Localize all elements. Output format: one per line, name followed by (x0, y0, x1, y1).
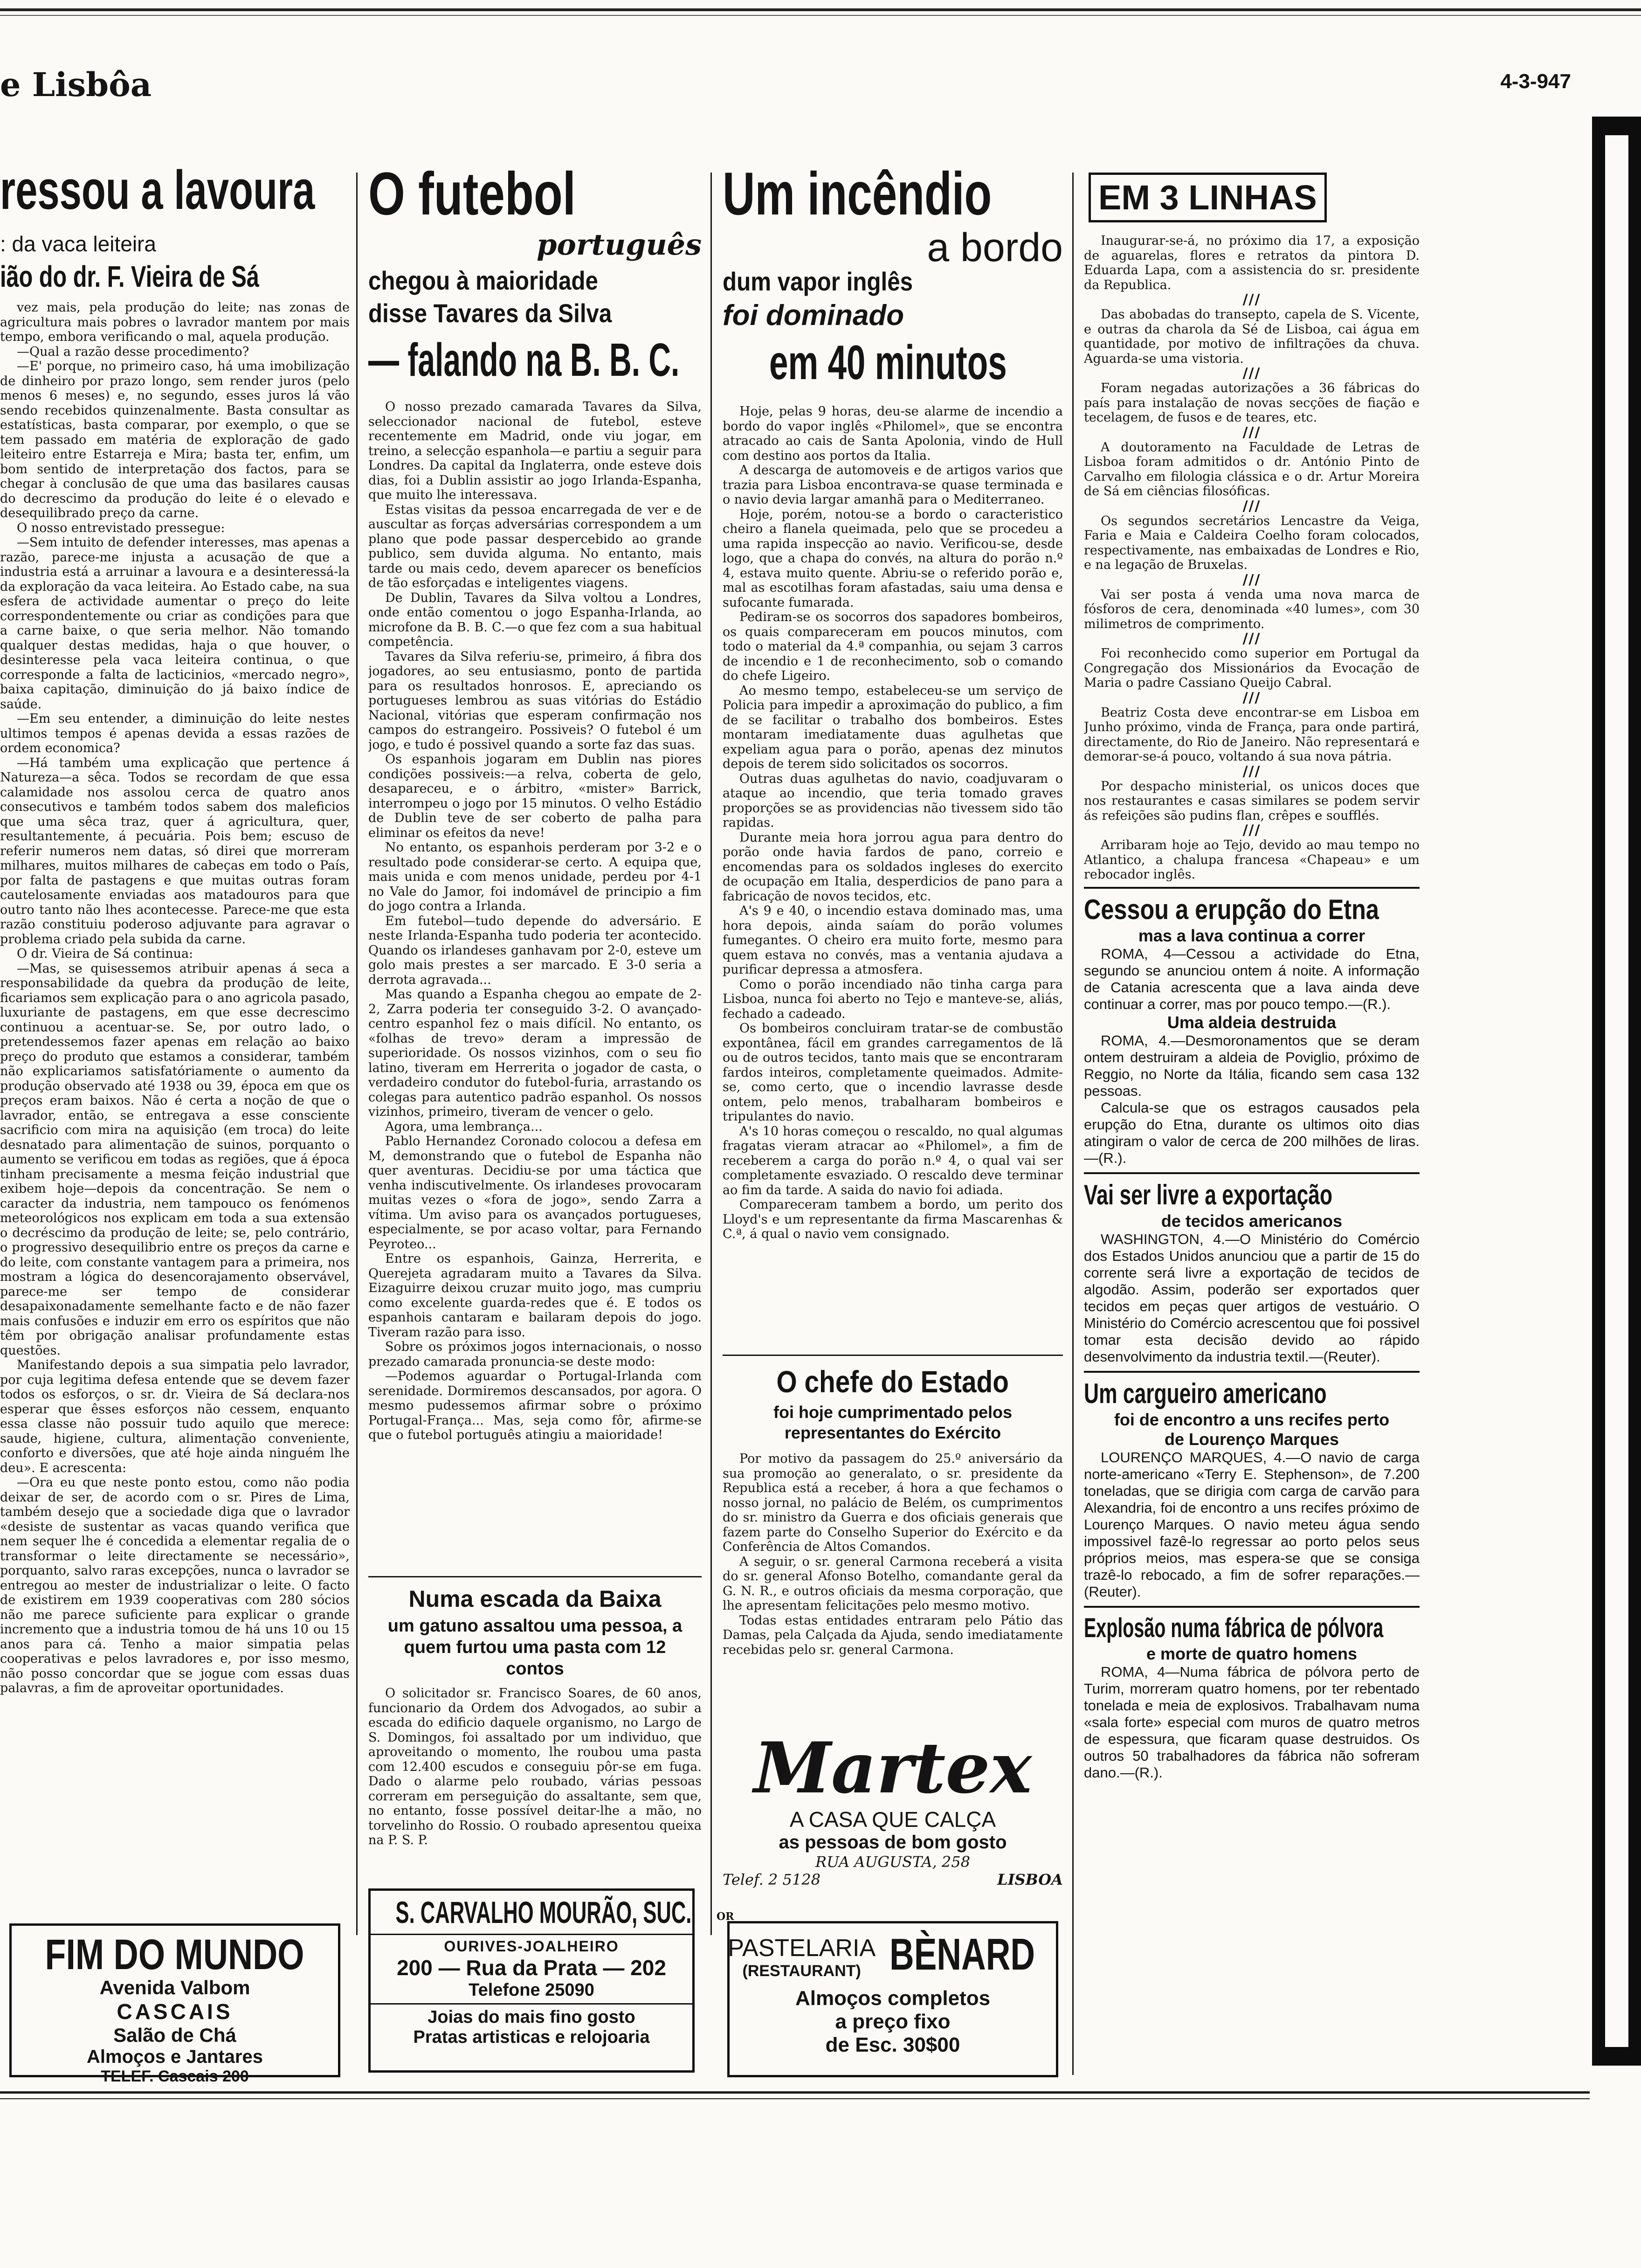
headline (723, 1364, 1063, 1399)
paragraph: Em futebol—tudo depende do adversário. E neste Irlanda-Espanha tudo poderia ter acontecido. Quando os irlandeses ganhavam por 2-0, esteve um golo mais prestes a ser marcado. E 3-0 seria a derrota agravada... (368, 913, 702, 987)
paragraph: Hoje, porém, notou-se a bordo o caracteristico cheiro a flanela queimada, pelo que se procedeu a uma rapida inspecção ao navio. Verificou-se, desde logo, que a chapa do convés, na altura do porão n.º 4, estava muito quente. Abriu-se o referido porão e, mal as escotilhas foram afastadas, saiu uma densa e sufocante fumarada. (723, 507, 1063, 610)
ad-line: CASCAIS (117, 1999, 233, 2024)
column-rule (356, 173, 358, 1935)
separator: /// (1242, 498, 1261, 514)
ad-line: TELEF. Cascais 200 (101, 2067, 249, 2085)
incendio-article (723, 159, 1063, 1348)
issue-date: 4-3-947 (1500, 70, 1571, 93)
top-rule-thin (0, 15, 1641, 16)
paragraph: Manifestando depois a sua simpatia pelo lavrador, por cuja legitima defesa entende que se devem fazer todos os esforços, o sr. dr. Vieira de Sá declara-nos esperar que êsses esforços não cessem, enquanto essa classe não possuir tudo aquilo que merece: saude, higiene, cultura, alimentação conveniente, conforto e diversões, que até hoje ainda ninguém lhe deu». E acrescenta: (0, 1358, 350, 1475)
paragraph: Sobre os próximos jogos internacionais, o nosso prezado camarada pronuncia-se deste modo: (368, 1340, 702, 1369)
ad-line: A CASA QUE CALÇA (789, 1807, 996, 1832)
article-body (723, 404, 1063, 1242)
ad-line: Almoços e Jantares (87, 2047, 263, 2067)
brief: Das abobadas do transepto, capela de S. Vicente, e outras da charola da Sé de Lisboa, cai água em quantidade, por motivo de infiltrações da chuva. Aguarda-se uma vistoria. (1084, 307, 1420, 366)
paragraph: A seguir, o sr. general Carmona receberá a visita do sr. general Afonso Botelho, comandante geral da G. N. R., e outros oficiais da mesma corporação, que lhe apresentam felicitações pelo mesmo motivo. (723, 1554, 1063, 1613)
paragraph: WASHINGTON, 4.—O Ministério do Comércio dos Estados Unidos anunciou que a partir de 15 do corrente será livre a exportação de tecidos de algodão. Assim, poderão ser exportados quer tecidos em peças quer artigos de vestuário. O Ministério do Comércio acrescentou que foi possivel tomar esta decisão devido ao rápido desenvolvimento da industria textil.—(Reuter). (1084, 1231, 1420, 1365)
paragraph: Mas quando a Espanha chegou ao empate de 2-2, Zarra poderia ter conseguido 3-2. O avançado-centro espanhol fez o mais difícil. No entanto, os «folhas de trevo» deram a impressão de superioridade. Os nossos vizinhos, com o seu fio latino, tiveram em Herrerita o jogador de casta, o verdadeiro condutor do futebol-furia, arrastando os colegas para autentico padrão espanhol. Os nossos vizinhos, primeiro, tiveram de vencer o gelo. (368, 987, 702, 1119)
paragraph: —E' porque, no primeiro caso, há uma imobilização de dinheiro por prazo longo, sem render juros (pelo menos 6 meses) e, no segundo, esses juros lá vão sendo recebidos quinzenalmente. Basta consultar as estatísticas, basta comparar, por exemplo, o que se tem passado em matéria de exploração de gado leiteiro entre Estarreja e Mira; basta ter, enfim, um bom sentido de interpretação dos factos, para se chegar à conclusão de que uma das basilares causas do decrescimo da produção do leite é o elevado e desequilibrado preço da carne. (0, 359, 350, 520)
deck: e morte de quatro homens (1146, 1644, 1358, 1663)
lavoura-article (0, 159, 350, 1912)
deck: em 40 minutos (769, 336, 1007, 390)
brief: Beatriz Costa deve encontrar-se em Lisboa em Junho próximo, vinda de França, para onde partirá, directamente, do Rio de Janeiro. Não representará e demorar-se-á pouco, voltando á sua nova pátria. (1084, 705, 1420, 764)
brief: Por despacho ministerial, os unicos doces que nos restaurantes e casas similares se podem servir ás refeições são pudins flan, crêpes e soufflés. (1084, 779, 1420, 823)
paragraph: Durante meia hora jorrou agua para dentro do porão onde havia fardos de pano, correio e encomendas para os soldados ingleses do exercito de ocupação em Italia, desperdicios de pano para a fabricação de novos tecidos, etc. (723, 830, 1063, 904)
ad-benard (727, 1921, 1058, 2077)
paragraph: A's 10 horas começou o rescaldo, no qual algumas fragatas vieram atracar ao «Philomel», a fim de receberem a carga do porão n.º 4, o qual vai ser completamente esvaziado. O rescaldo deve terminar ao fim da tarde. A saida do navio foi adiada. (723, 1124, 1063, 1197)
ad-line: de Esc. 30$00 (825, 2033, 960, 2056)
paragraph: —Sem intuito de defender interesses, mas apenas a razão, parece-me injusta a acusação de que a industria está a arruinar a lavoura e a desinteressá-la da exploração da vaca leiteira. Ao Estado cabe, na sua esfera de actividade aumentar o preço do leite correspondentemente ou criar as condições para que a carne baixe, o que seria melhor. Não tomando qualquer destas medidas, haja o que houver, o desinteresse pela vaca leiteira continua, o que corresponde a falta de lacticinios, «mercado negro», baixa capitação, diminuição do já baixo índice de saúde. (0, 535, 350, 712)
paragraph: Tavares da Silva referiu-se, primeiro, á fibra dos jogadores, ao seu entusiasmo, ponto de partida para os resultados honrosos. E, apreciando os portugueses lembrou as suas vitórias do Estádio Nacional, vitórias que esperam confirmação nos campos do estrangeiro. Possiveis? O futebol é um jogo, e tudo é possivel quando a sorte faz das suas. (368, 649, 702, 752)
ad-title-sup: OR (716, 1910, 734, 1923)
headline: Cessou a erupção do Etna (1084, 893, 1379, 925)
em-3-linhas (1084, 173, 1420, 2075)
bottom-rule-thin (0, 2098, 1590, 2099)
masthead-fragment: e Lisbôa (0, 65, 152, 104)
paragraph: O dr. Vieira de Sá continua: (17, 947, 193, 961)
ad-title-row (371, 1895, 734, 1930)
paragraph: Agora, uma lembrança... (385, 1119, 543, 1134)
briefs (1084, 234, 1420, 882)
headline: Um cargueiro americano (1084, 1377, 1327, 1409)
section-box-title: EM 3 LINHAS (1089, 173, 1327, 222)
headline-text: O chefe do Estado (776, 1364, 1009, 1399)
paragraph: —Qual a razão desse procedimento? (17, 344, 249, 359)
headline-cont: português (537, 228, 702, 262)
ad-carvalho-mourao (368, 1888, 734, 2073)
ad-line: as pessoas de bom gosto (779, 1832, 1007, 1853)
cargueiro-article (1084, 1371, 1420, 1600)
deck: de tecidos americanos (1161, 1211, 1343, 1231)
right-edge-bar (1592, 117, 1641, 2066)
paragraph: O nosso entrevistado pressegue: (17, 520, 225, 535)
deck: um gatuno assaltou uma pessoa, a quem furtou uma pasta com 12 contos (387, 1616, 683, 1679)
futebol-article (368, 159, 702, 1567)
brief: Foi reconhecido como superior em Portugal da Congregação dos Missionários da Evocação de Maria o padre Cassiano Queijo Cabral. (1084, 646, 1420, 690)
ad-phone: Telef. 2 5128 (723, 1871, 820, 1888)
separator: /// (1242, 424, 1261, 441)
paragraph: ROMA, 4.—Desmoronamentos que se deram ontem destruiram a aldeia de Poviglio, próximo de Reggio, no Norte da Itália, ficando sem casa 132 pessoas. (1084, 1032, 1420, 1099)
ad-line: Joias do mais fino gosto (427, 2007, 635, 2027)
paragraph: —Há também uma explicação que pertence á Natureza—a sêca. Todos se recordam de que essa calamidade nos assolou cerca de quatro anos consecutivos e também todos sabem dos maleficios que uma sêca traz, quer á agricultura, quer, resultantemente, á pecuária. Pois bem; escuso de referir numeros nem datas, só direi que morreram milhares, muitos milhares de cabeças em todo o País, por falta de pastagens e que muitas outras foram cautelosamente enviadas aos matadouros para que outro tanto não lhes acontecesse. Parece-me que esta razão constituiu poderoso adjuvante para agravar o problema criado pela subida da carne. (0, 755, 350, 947)
paragraph: vez mais, pela produção do leite; nas zonas de agricultura mais pobres o lavrador mantem por mais tempo, embora verificando o mal, aquela produção. (0, 300, 350, 344)
paragraph: ROMA, 4—Numa fábrica de pólvora perto de Turim, morreram quatro homens, por ter rebentado tonelada e meia de explosivos. Trabalhavam numa «sala forte» especial com muros de quatro metros de espessura, que ficaram quase destruidos. Os outros 50 trabalhadores da fábrica não sofreram dano.—(R.). (1084, 1663, 1420, 1781)
headline: O futebol (368, 159, 576, 228)
paragraph: Os bombeiros concluiram tratar-se de combustão expontânea, fácil em grandes carregamentos de lã ou de outros tecidos, tanto mais que se encontraram fardos inteiros, completamente queimados. Admite-se, como certo, que o incendio lavrasse desde ontem, pelo menos, trabalharam bombeiros e tripulantes do navio. (723, 1021, 1063, 1124)
brief: Arribaram hoje ao Tejo, devido ao mau tempo no Atlantico, a chalupa francesa «Chapeau» e um rebocador inglês. (1084, 838, 1420, 882)
article-body (368, 400, 702, 1443)
deck: mas a lava continua a correr (1138, 926, 1365, 945)
paragraph: Por motivo da passagem do 25.º aniversário da sua promoção ao generalato, o sr. presidente da Republica está a receber, á hora a que fechamos o nosso jornal, no palácio de Belém, os cumprimentos do sr. ministro da Guerra e dos oficiais generais que fazem parte do Conselho Superior do Exército e da Conferência de Altos Comandos. (723, 1452, 1063, 1554)
paragraph: —Ora eu que neste ponto estou, como não podia deixar de ser, de acordo com o sr. Pires de Lima, também desejo que a sociedade diga que o lavrador «desiste de sustentar as vacas quando verifica que nem sequer lhe é concedida a elementar regalia de o transformar o leite directamente se necessário», porquanto, salvo raras excepções, nunca o lavrador se entregou ao mester de industrializar o leite. O facto de existirem em 1939 cooperativas com 280 sócios não me parece suficiente para explicar o grande incremento que a industria tomou de há uns 10 ou 15 anos para cá. Tenho a maior simpatia pelas cooperativas e pelos lavradores e, por isso mesmo, não posso concordar que se jogue com essas duas palavras, a fim de aproveitar oportunidades. (0, 1475, 350, 1695)
paragraph: Compareceram tambem a bordo, um perito dos Lloyd's e um representante da firma Mascarenhas & C.ª, á qual o navio vem consignado. (723, 1197, 1063, 1241)
headline: Explosão numa fábrica de pólvora (1084, 1612, 1384, 1643)
ad-line: a preço fixo (835, 2010, 951, 2033)
paragraph: ROMA, 4—Cessou a actividade do Etna, segundo se anunciou ontem á noite. A informação de Catania acrescenta que a lava ainda deve continuar a correr, mas por pouco tempo.—(R.). (1084, 945, 1420, 1012)
bottom-rule (0, 2091, 1590, 2094)
paragraph: Ao mesmo tempo, estabeleceu-se um serviço de Policia para impedir a aproximação do publico, a fim de se facilitar o trabalho dos bombeiros. Estes montaram imediatamente duas agulhetas que expeliam agua para o porão, apenas dez minutos depois de terem sido solicitados os socorros. (723, 683, 1063, 771)
paragraph: A's 9 e 40, o incendio estava dominado mas, uma hora depois, ainda saíam do porão volumes fumegantes. O cheiro era muito forte, mesmo para quem estava no convés, mas a ventania ajudava a purificar depressa a atmosfera. (723, 904, 1063, 977)
deck: — falando na B. B. C. (368, 334, 680, 386)
deck: foi hoje cumprimentado pelos representantes do Exército (773, 1403, 1013, 1442)
ad-name: BÈNARD (889, 1929, 1035, 1979)
ad-brand: Martex (753, 1730, 1032, 1809)
separator: /// (1242, 365, 1261, 381)
paragraph: Estas visitas da pessoa encarregada de ver e de auscultar as forças adversárias correspondem a um plano que pode passar despercebido ao grande publico, sem duvida alguma. No entanto, mais tarde ou mais cedo, devem aparecer os benefícios de tão esforçadas e inteligentes viagens. (368, 502, 702, 590)
section-rule (723, 1355, 1063, 1356)
headline: ressou a lavoura (0, 159, 315, 221)
ad-city: LISBOA (997, 1871, 1063, 1888)
separator: /// (1242, 291, 1261, 308)
separator: /// (1242, 630, 1261, 647)
brief: Os segundos secretários Lencastre da Veiga, Faria e Maia e Caldeira Coelho foram colocados, respectivamente, nas embaixadas de Londres e Rio, e na legação de Bruxelas. (1084, 513, 1420, 572)
headline: Numa escada da Baixa (408, 1586, 662, 1612)
top-rule (0, 8, 1641, 11)
chefe-estado-article (723, 1364, 1063, 1728)
ad-martex (723, 1730, 1063, 1902)
ad-title-row (730, 1929, 1056, 1980)
ad-line: OURIVES-JOALHEIRO (444, 1938, 619, 1955)
brief: Inaugurar-se-á, no próximo dia 17, a exposição de aguarelas, flores e retratos da pintora D. Eduarda Lapa, com a assistencia do sr. presidente da Republica. (1084, 234, 1420, 292)
paragraph: Outras duas agulhetas do navio, coadjuvaram o ataque ao incendio, que teria tomado graves proporções se as providencias não tivessem sido tão rapidas. (723, 771, 1063, 830)
paragraph: Todas estas entidades entraram pelo Pátio das Damas, pela Calçada da Ajuda, sendo imediatamente recebidas pelo sr. general Carmona. (723, 1613, 1063, 1657)
paragraph: Entre os espanhois, Gainza, Herrerita, e Querejeta agradaram muito a Tavares da Silva. Eizaguirre deixou cruzar muito jogo, mas cumpriu como excelente guarda-redes que é. E todos os espanhois cantaram e bailaram depois do jogo. Tiveram razão para isso. (368, 1252, 702, 1340)
ad-line: Salão de Chá (113, 2024, 236, 2046)
separator: /// (1242, 571, 1261, 588)
ad-line: PASTELARIA (728, 1935, 876, 1962)
ad-title: S. CARVALHO MOURÃO, SUC. (395, 1895, 692, 1929)
etna-article (1084, 887, 1420, 1167)
headline-cont: a bordo (927, 225, 1063, 270)
column-rule (1072, 173, 1074, 2075)
paragraph: O nosso prezado camarada Tavares da Silva, seleccionador nacional de futebol, esteve recentemente em Madrid, onde viu jogar, em treino, a selecção espanhola—e partiu a seguir para Londres. Da capital da Inglaterra, onde esteve dois dias, foi a Dublin assistir ao jogo Irlanda-Espanha, que muito lhe interessava. (368, 400, 702, 502)
subhead: Uma aldeia destruida (1167, 1012, 1337, 1032)
paragraph: Pablo Hernandez Coronado colocou a defesa em M, demonstrando que o futebol de Espanha não quer aventuras. Decidiu-se por uma táctica que venha indiscutivelmente. Os irlandeses provocaram muitas vezes o «fora de jogo», sendo Zarra a vítima. Um aviso para os avançados portugueses, especialmente, se por acaso voltar, para Fernando Peyroteo... (368, 1134, 702, 1252)
section-rule (368, 1576, 702, 1577)
ad-line: Avenida Valbom (99, 1977, 250, 1998)
paragraph: Como o porão incendiado não tinha carga para Lisboa, nunca foi aberto no Tejo e manteve-se, aliás, fechado a cadeado. (723, 977, 1063, 1021)
escada-article (368, 1585, 702, 1884)
ad-line: Pratas artisticas e relojoaria (413, 2027, 650, 2047)
paragraph: Os espanhois jogaram em Dublin nas piores condições possiveis:—a relva, coberta de gelo, desapareceu, e o árbitro, «mister» Barrick, interrompeu o jogo por 15 minutos. O velho Estádio de Dublin teve de ser coberto de palha para eliminar os efeitos da neve! (368, 752, 702, 840)
headline: Um incêndio (723, 159, 992, 228)
subheadline: : da vaca leiteira (0, 232, 156, 256)
kicker: foi dominado (723, 299, 904, 332)
paragraph: Pediram-se os socorros dos sapadores bombeiros, os quais compareceram em poucos minutos, com todo o material da 4.ª companhia, ou sejam 3 carros de incendio e 1 de reconhecimento, sob o comando do chefe Ligeiro. (723, 610, 1063, 683)
subheadline: ião do dr. F. Vieira de Sá (0, 260, 259, 293)
article-body (368, 1686, 702, 1848)
polvora-article (1084, 1606, 1420, 1781)
separator: /// (1242, 763, 1261, 780)
ad-line: Telefone 25090 (469, 1980, 594, 2000)
paragraph: A descarga de automoveis e de artigos varios que trazia para Lisboa encontrava-se quase terminada e o navio devia largar amanhã para o Mediterraneo. (723, 463, 1063, 507)
paragraph: —Mas, se quisessemos atribuir apenas á seca a responsabilidade da quebra da produção de leite, ficariamos sem explicação para o ano agricola pasado, luxuriante de pastagens, em que esse decrescimo continuou a acentuar-se. Se, por outro lado, o pretendessemos fazer apenas em relação ao baixo preço do produto que estamos a considerar, também não explicariamos satisfatóriamente o aumento da produção observado até 1938 ou 39, época em que os preços eram baixos. Não é certa a noção de que o lavrador, então, se entregava a esse consciente sacrificio com mira na aquisição (em troca) do leite desnatado para alimentação de suinos, porquanto o aumento se verificou em todas as regiões, que á época tinham precisamente a mesma feição industrial que exibem hoje—depois da concentração. Se nem o caracter da industria, nem tampouco os fenómenos meteorológicos nos explicam em toda a sua extensão o decréscimo da produção de leite; se, pelo contrário, o progressivo desequilibrio entre os preços da carne e do leite, com constante vantagem para a primeira, nos mostram a lógica do desencorajamento observável, parece-me ser tempo de considerar desapaixonadamente semelhante facto e de não fazer mais confusões e induzir em erro os espíritos que não têm por obrigação analisar profundamente estas questões. (0, 961, 350, 1358)
paragraph: De Dublin, Tavares da Silva voltou a Londres, onde então comentou o jogo Espanha-Irlanda, ao microfone da B. B. C.—o que fez com a sua habitual competência. (368, 590, 702, 649)
paragraph: —Podemos aguardar o Portugal-Irlanda com serenidade. Dormiremos descansados, por agora. O mesmo pudessemos afirmar sobre o próximo Portugal-França... Mas, seja como fôr, afirme-se que o futebol português atingiu a maioridade! (368, 1369, 702, 1442)
ad-title: FIM DO MUNDO (45, 1931, 305, 1978)
headline: Vai ser livre a exportação (1084, 1179, 1333, 1210)
brief: Foram negadas autorizações a 36 fábricas do país para instalação de novas secções de fiação e tecelagem, de fusos e de teares, etc. (1084, 381, 1420, 425)
separator: /// (1242, 822, 1261, 838)
brief: A doutoramento na Faculdade de Letras de Lisboa foram admitidos o dr. António Pinto de Carvalho em filologia clássica e o dr. Artur Moreira de Sá em ciências filosóficas. (1084, 440, 1420, 498)
article-body (0, 300, 350, 1696)
paragraph: No entanto, os espanhois perderam por 3-2 e o resultado pode considerar-se certo. A equipa que, mais unida e com menos unidade, perdeu por 4-1 no Vale do Jamor, foi indomável de principio a fim do jogo contra a Irlanda. (368, 840, 702, 913)
export-article (1084, 1172, 1420, 1365)
paragraph: —Em seu entender, a diminuição do leite nestes ultimos tempos é apenas devida a essas razões de ordem economica? (0, 712, 350, 755)
deck: foi de encontro a uns recifes perto de Lourenço Marques (1114, 1410, 1390, 1449)
paragraph: Calcula-se que os estragos causados pela erupção do Etna, durante os ultimos oito dias atingiram o valor de cerca de 200 milhões de liras.—(R.). (1084, 1099, 1420, 1166)
ad-line: 200 — Rua da Prata — 202 (397, 1956, 666, 1980)
ad-line: Almoços completos (795, 1987, 991, 2010)
column-rule (710, 173, 712, 1935)
ad-fim-do-mundo (9, 1923, 340, 2085)
brief: Vai ser posta á venda uma nova marca de fósforos de cera, denominada «40 lumes», com 30 milimetros de comprimento. (1084, 587, 1420, 631)
article-body (723, 1452, 1063, 1657)
ad-line: (RESTAURANT) (742, 1962, 861, 1980)
paragraph: Hoje, pelas 9 horas, deu-se alarme de incendio a bordo do vapor inglês «Philomel», que se encontra atracado ao cais de Santa Apolonia, vindo de Hull com destino aos portos da Italia. (723, 404, 1063, 463)
kicker: disse Tavares da Silva (368, 298, 612, 328)
separator: /// (1242, 689, 1261, 706)
ad-address: RUA AUGUSTA, 258 (815, 1853, 970, 1871)
paragraph: LOURENÇO MARQUES, 4.—O navio de carga norte-americano «Terry E. Stephenson», de 7.200 toneladas, que se dirigia com carga de carvão para Alexandria, foi de encontro a uns recifes próximo de Lourenço Marques. O navio meteu água sendo impossivel fazê-lo regressar ao porto pelos seus próprios meios, mas espera-se que se consiga trazê-lo rebocado, a fim de sofrer reparações.—(Reuter). (1084, 1449, 1420, 1600)
kicker: dum vapor inglês (723, 267, 913, 296)
paragraph: O solicitador sr. Francisco Soares, de 60 anos, funcionario da Ordem dos Advogados, ao subir a escada do edificio daquele organismo, no Largo de S. Domingos, foi assaltado por um individuo, que aproveitando o momento, lhe roubou uma pasta com 12.400 escudos e conseguiu pôr-se em fuga. Dado o alarme pelo roubado, várias pessoas correram em perseguição do assaltante, sem que, no entanto, fosse possível deitar-lhe a mão, no torvelinho do Rossio. O roubado apresentou queixa na P. S. P. (368, 1686, 702, 1847)
kicker: chegou à maioridade (368, 266, 598, 295)
